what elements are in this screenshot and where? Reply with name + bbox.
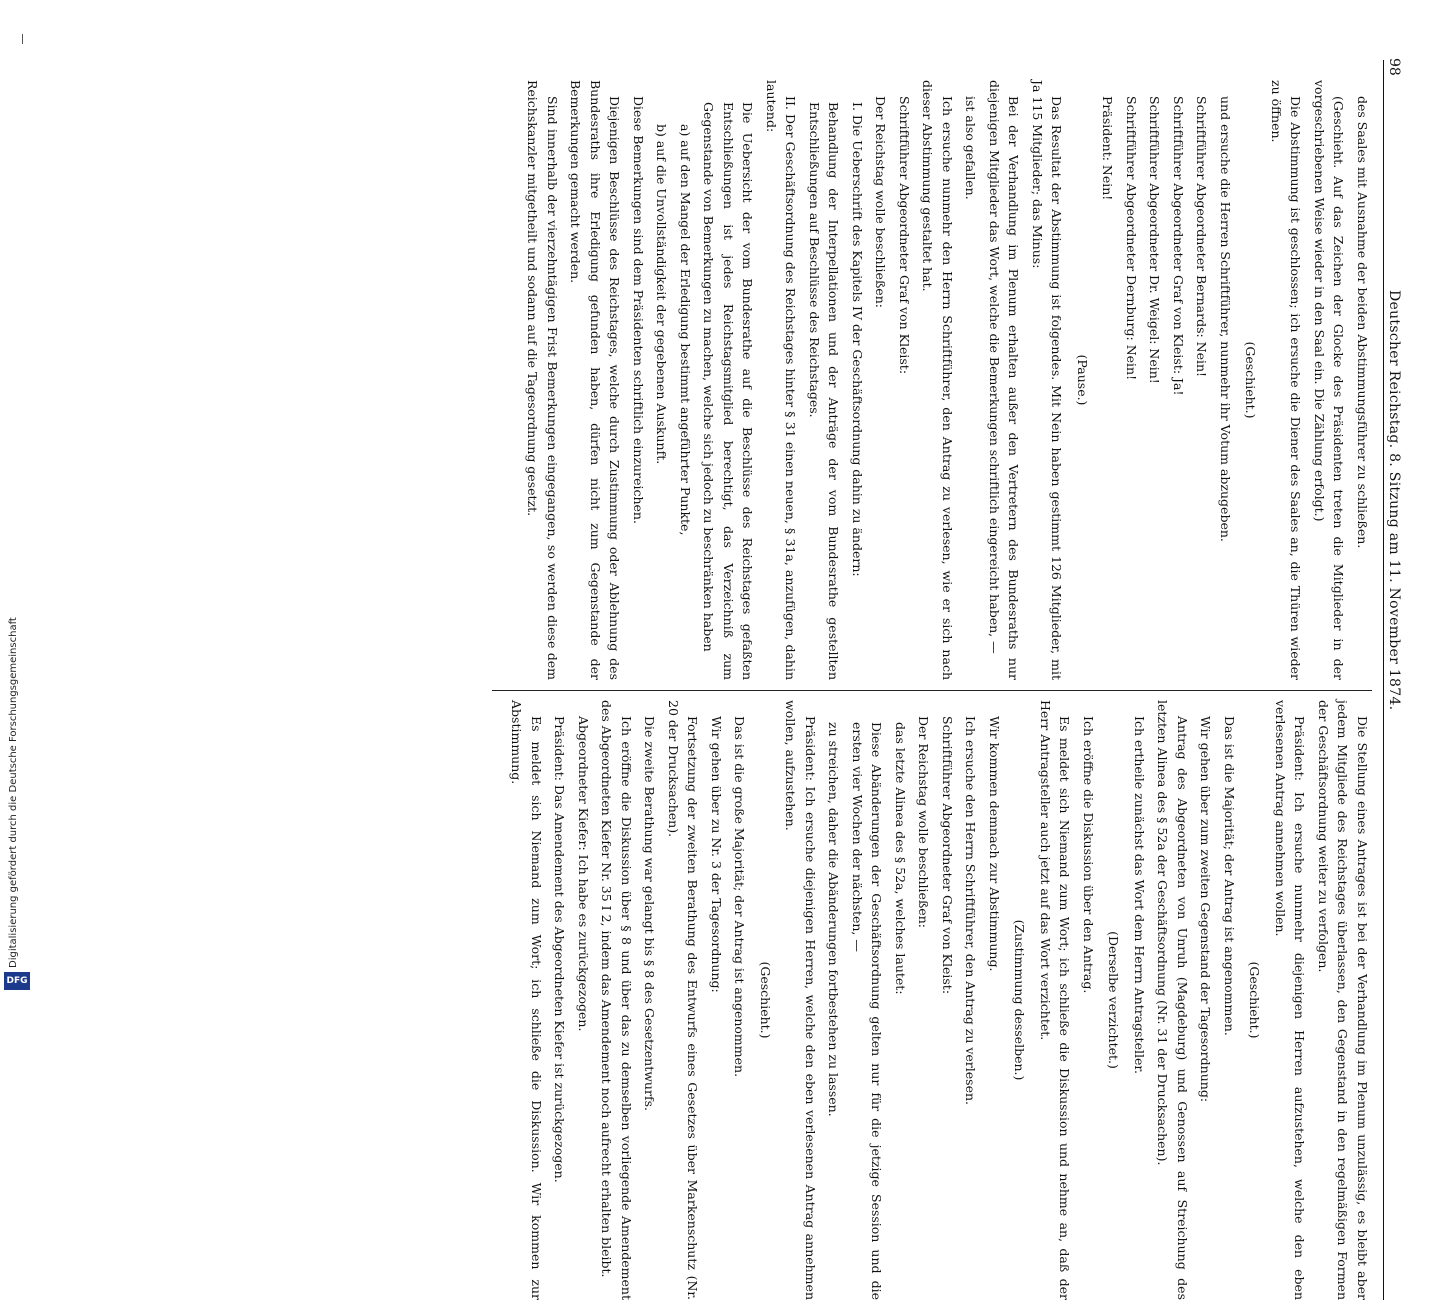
paragraph: Wir kommen demnach zur Abstimmung. — [987, 716, 1002, 972]
paragraph: Die zweite Berathung war gelangt bis § 8 des Gesetzentwurfs. — [642, 716, 658, 1111]
paragraph: Diese Abänderungen der Geschäftsordnung gelten nur für die jetzige Session und die ersten vier Wochen der nächsten, — — [850, 722, 885, 1300]
paragraph: Schriftführer Abgeordneter Dr. Weigel: Nein! — [1147, 96, 1163, 384]
paragraph: Schriftführer Abgeordneter Graf von Kleist: — [940, 716, 955, 995]
paragraph: Es meldet sich Niemand zum Wort; ich schließe die Diskussion. Wir kommen zur Abstimmung. — [509, 700, 544, 1300]
paragraph: Wir gehen über zu Nr. 3 der Tagesordnung: — [709, 716, 724, 993]
stage-direction: (Geschieht.) — [1247, 961, 1263, 1039]
paragraph: Diejenigen Beschlüsse des Reichstages, welche durch Zustimmung oder Ablehnung des Bundesraths ihre Erledigung gefunden haben, dürfen nicht zum Gegenstande der Bemerkungen gemacht werden. — [568, 80, 623, 680]
paragraph: Schriftführer Abgeordneter Graf von Kleist: — [897, 96, 912, 375]
paragraph: II. Der Geschäftsordnung des Reichstages hinter § 31 einen neuen, § 31a, anzufügen, dahin lautend: — [764, 80, 799, 680]
paragraph: Antrag des Abgeordneten von Unruh (Magdeburg) und Genossen auf Streichung des letzten Alinea des § 52a der Geschäftsordnung (Nr. 31 der Drucksachen). — [1155, 700, 1190, 1300]
paragraph: b) auf die Unvollständigkeit der gegebenen Auskunft. — [654, 124, 670, 465]
paragraph: Die Uebersicht der vom Bundesrathe auf die Beschlüsse des Reichstages gefaßten Entschließungen ist jedes Reichstagsmitglied berechtigt, das Verzeichniß zum Gegenstande von Bemerkungen zu machen, welche sich jedoch zu beschränken haben — [701, 102, 756, 680]
paragraph: ist also gefallen. — [963, 96, 979, 200]
paragraph: Fortsetzung der zweiten Berathung des Entwurfs eines Gesetzes über Markenschutz (Nr. 20 der Drucksachen). — [666, 700, 701, 1300]
paragraph: (Geschieht. Auf das Zeichen der Glocke des Präsidenten treten die Mitglieder in der vorgeschriebenen Weise wieder in den Saal ein. Die Zählung erfolgt.) — [1312, 80, 1347, 680]
digitization-credit: Digitalisierung gefördert durch die Deutsche Forschungsgemeinschaft — [8, 617, 19, 968]
paragraph: Ich ersuche nunmehr den Herrn Schriftführer, den Antrag zu verlesen, wie er sich nach dieser Abstimmung gestaltet hat. — [920, 80, 955, 680]
paragraph: Das Resultat der Abstimmung ist folgendes. Mit Nein haben gestimmt 126 Mitglieder, mit Ja 115 Mitglieder; das Minus: — [1030, 80, 1065, 680]
paragraph: Behandlung der Interpellationen und der Anträge der vom Bundesrathe gestellten Entschließungen auf Beschlüsse des Reichstages. — [807, 102, 842, 680]
paragraph: Präsident: Nein! — [1100, 96, 1116, 201]
paragraph: Die Abstimmung ist geschlossen; ich ersuche die Diener des Saales an, die Thüren wieder zu öffnen. — [1269, 80, 1304, 680]
paragraph: des Saales mit Ausnahme der beiden Abstimmungsführer zu schließen. — [1355, 96, 1370, 549]
paragraph: Das ist die große Majorität; der Antrag ist angenommen. — [732, 716, 748, 1078]
paragraph: und ersuche die Herren Schriftführer, nunmehr ihr Votum abzugeben. — [1218, 96, 1233, 542]
paragraph: Die Stellung eines Antrages ist bei der Verhandlung im Plenum unzulässig, es bleibt aber jedem Mitgliede des Reichstages überlassen, den Gegenstand in den regelmäßigen Formen der Geschäftsordnung weiter zu verfolgen. — [1316, 700, 1370, 1300]
paragraph: Ich ersuche den Herrn Schriftführer, den Antrag zu verlesen. — [963, 716, 979, 1106]
stage-direction: (Derselbe verzichtet.) — [1106, 931, 1122, 1069]
paragraph: Es meldet sich Niemand zum Wort; ich schließe die Diskussion und nehme an, daß der Herr Antragsteller auch jetzt auf das Wort verzichtet. — [1038, 700, 1073, 1300]
page-number: 98 — [1386, 58, 1402, 76]
paragraph: Wir gehen über zum zweiten Gegenstand der Tagesordnung: — [1198, 716, 1214, 1103]
paragraph: Ich eröffne die Diskussion über den Antrag. — [1081, 716, 1096, 994]
paragraph: Ich eröffne die Diskussion über § 8 und über das zu demselben vorliegende Amendement des Abgeordneten Kiefer Nr. 35 I 2, indem das Amendement noch aufrecht erhalten bleibt. — [599, 700, 634, 1300]
right-column — [503, 700, 1372, 1300]
header-rule — [1383, 60, 1384, 1300]
paragraph: Sind innerhalb der vierzehntägigen Frist Bemerkungen eingegangen, so werden diese dem Reichskanzler mitgetheilt und sodann auf die Tagesordnung gesetzt. — [525, 80, 560, 680]
stage-direction: (Pause.) — [1075, 354, 1090, 406]
left-column — [519, 80, 1372, 680]
paragraph: Das ist die Majorität; der Antrag ist angenommen. — [1222, 716, 1237, 1036]
stage-direction: (Geschieht.) — [1243, 341, 1259, 419]
paragraph: Ich ertheile zunächst das Wort dem Herrn Antragsteller. — [1132, 716, 1147, 1074]
paragraph: Der Reichstag wolle beschließen: — [916, 716, 932, 928]
paragraph: Schriftführer Abgeordneter Graf von Kleist: Ja! — [1171, 96, 1186, 396]
dfg-logo: DFG — [4, 972, 30, 990]
paragraph: Bei der Verhandlung im Plenum erhalten außer den Vertretern des Bundesraths nur diejenigen Mitglieder das Wort, welche die Bemerkungen schriftlich eingereicht haben, — — [987, 80, 1022, 680]
paragraph: Der Reichstag wolle beschließen: — [873, 96, 889, 308]
paragraph: Präsident: Ich ersuche nunmehr diejenigen Herren aufzustehen, welche den eben verlesenen Antrag annehmen wollen. — [1273, 700, 1308, 1300]
running-head: Deutscher Reichstag. 8. Sitzung am 11. November 1874. — [1386, 290, 1402, 711]
paragraph: Präsident: Das Amendement des Abgeordneten Kiefer ist zurückgezogen. — [552, 716, 568, 1183]
paragraph: I. Die Ueberschrift des Kapitels IV der Geschäftsordnung dahin zu ändern: — [850, 102, 865, 577]
paragraph: das letzte Alinea des § 52a, welches lautet: — [893, 722, 908, 995]
paragraph: Präsident: Ich ersuche diejenigen Herren, welche den eben verlesenen Antrag annehmen wollen, aufzustehen. — [783, 700, 818, 1300]
paragraph: Schriftführer Abgeordneter Bernards: Nein! — [1194, 96, 1210, 378]
column-divider — [492, 690, 1372, 691]
paragraph: a) auf den Mangel der Erledigung bestimmt angeführter Punkte, — [678, 124, 693, 536]
paragraph: Abgeordneter Kiefer: Ich habe es zurückgezogen. — [576, 716, 591, 1032]
paragraph: Schriftführer Abgeordneter Dernburg: Nein! — [1124, 96, 1139, 381]
paragraph: zu streichen, daher die Abänderungen fortbestehen zu lassen. — [826, 722, 842, 1117]
stage-direction: (Zustimmung desselben.) — [1012, 919, 1028, 1081]
page-header — [1372, 0, 1432, 1000]
stage-direction: (Geschieht.) — [758, 961, 773, 1039]
paragraph: Diese Bemerkungen sind dem Präsidenten schriftlich einzureichen. — [631, 96, 646, 524]
